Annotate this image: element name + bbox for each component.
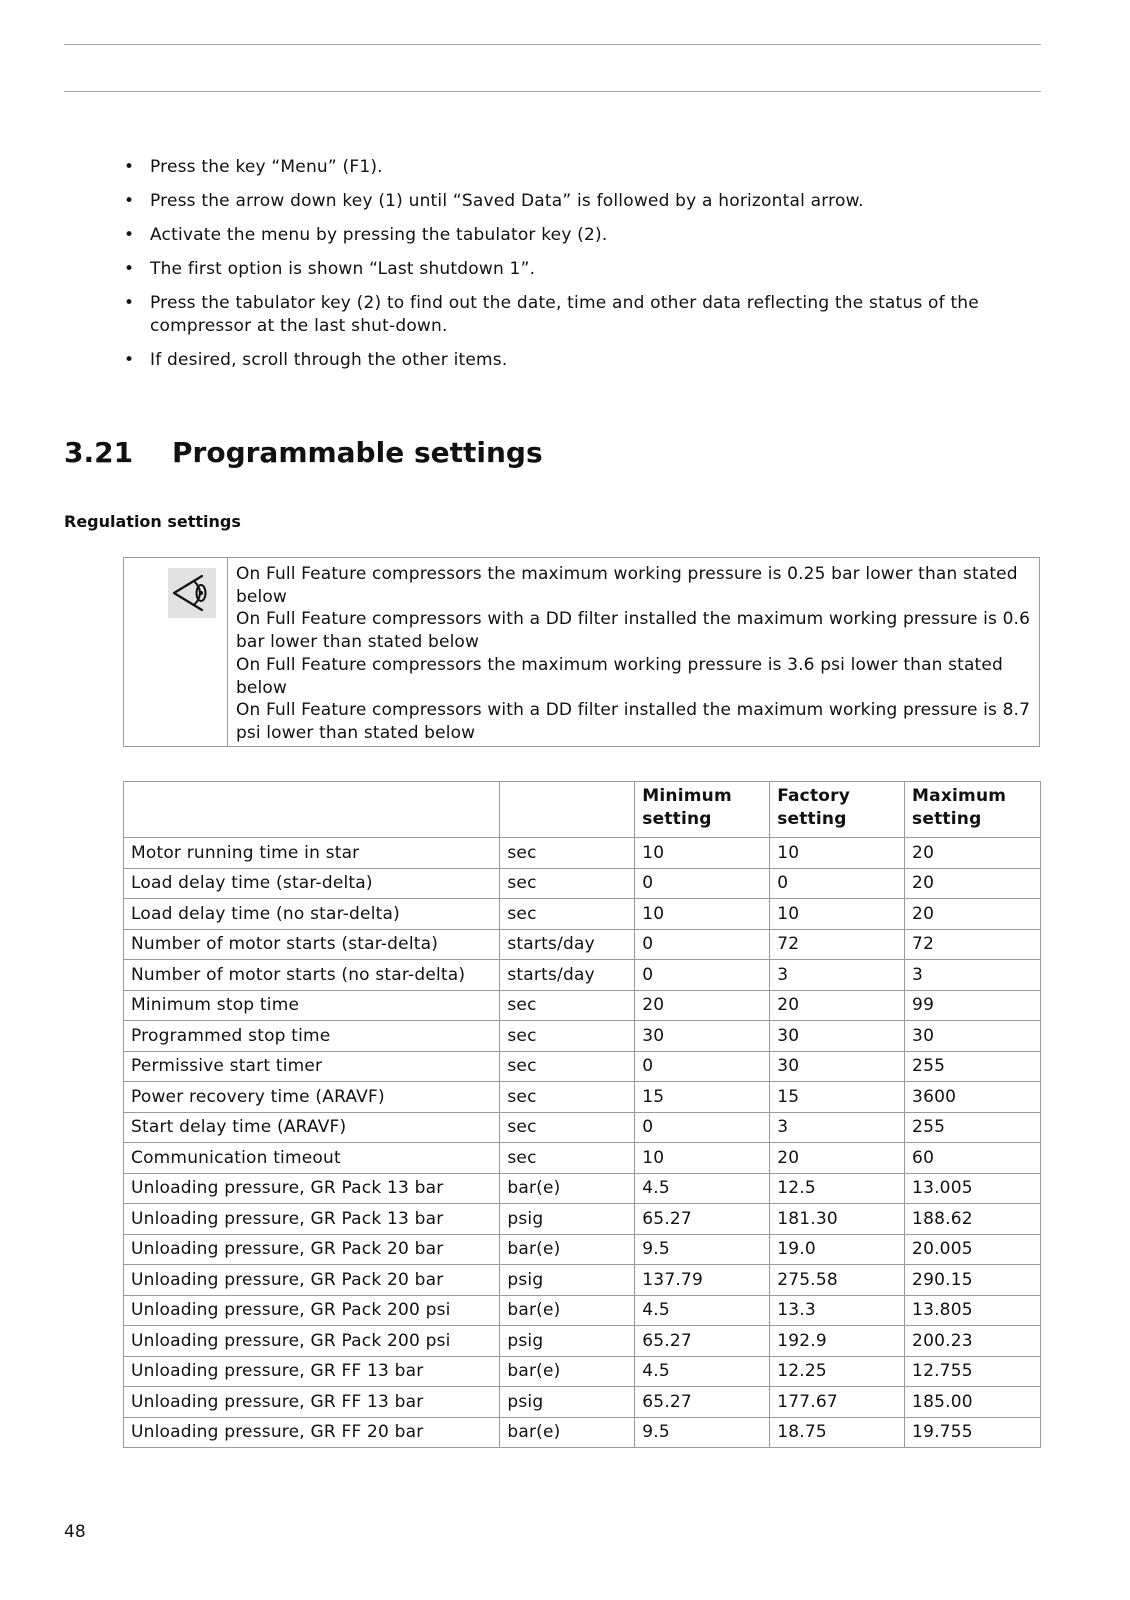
note-text xyxy=(228,558,1039,746)
header-rule-top xyxy=(64,44,1041,45)
table-row xyxy=(124,1204,1041,1235)
cell-maximum: 20 xyxy=(905,899,1041,930)
cell-unit: psig xyxy=(500,1387,635,1418)
cell-maximum: 19.755 xyxy=(905,1417,1041,1448)
cell-unit: bar(e) xyxy=(500,1234,635,1265)
cell-parameter: Unloading pressure, GR Pack 200 psi xyxy=(124,1295,500,1326)
cell-parameter: Permissive start timer xyxy=(124,1051,500,1082)
cell-unit: psig xyxy=(500,1265,635,1296)
cell-unit: sec xyxy=(500,1021,635,1052)
instruction-list xyxy=(122,156,1022,383)
cell-unit: psig xyxy=(500,1326,635,1357)
cell-minimum: 0 xyxy=(635,929,770,960)
header-factory: Factory setting xyxy=(770,782,905,838)
cell-factory: 12.5 xyxy=(770,1173,905,1204)
table-row xyxy=(124,1112,1041,1143)
table-row xyxy=(124,960,1041,991)
table-row xyxy=(124,1021,1041,1052)
cell-factory: 181.30 xyxy=(770,1204,905,1235)
cell-unit: sec xyxy=(500,1143,635,1174)
cell-minimum: 4.5 xyxy=(635,1173,770,1204)
cell-minimum: 20 xyxy=(635,990,770,1021)
cell-factory: 30 xyxy=(770,1051,905,1082)
instruction-text: Press the arrow down key (1) until “Saved Data” is followed by a horizontal arrow. xyxy=(150,191,864,211)
bullet-icon: • xyxy=(124,191,135,211)
instruction-text: Press the key “Menu” (F1). xyxy=(150,157,383,177)
table-row xyxy=(124,1356,1041,1387)
cell-parameter: Unloading pressure, GR FF 13 bar xyxy=(124,1356,500,1387)
cell-parameter: Unloading pressure, GR Pack 13 bar xyxy=(124,1204,500,1235)
cell-parameter: Start delay time (ARAVF) xyxy=(124,1112,500,1143)
table-row xyxy=(124,899,1041,930)
cell-unit: sec xyxy=(500,1051,635,1082)
cell-unit: bar(e) xyxy=(500,1356,635,1387)
cell-minimum: 15 xyxy=(635,1082,770,1113)
cell-parameter: Power recovery time (ARAVF) xyxy=(124,1082,500,1113)
table-row xyxy=(124,1387,1041,1418)
cell-factory: 12.25 xyxy=(770,1356,905,1387)
cell-unit: sec xyxy=(500,990,635,1021)
table-row xyxy=(124,838,1041,869)
cell-parameter: Unloading pressure, GR Pack 20 bar xyxy=(124,1234,500,1265)
header-minimum: Minimum setting xyxy=(635,782,770,838)
cell-unit: sec xyxy=(500,1082,635,1113)
bullet-icon: • xyxy=(124,293,135,313)
cell-maximum: 3 xyxy=(905,960,1041,991)
cell-factory: 0 xyxy=(770,868,905,899)
bullet-icon: • xyxy=(124,157,135,177)
instruction-text: Activate the menu by pressing the tabulator key (2). xyxy=(150,225,608,245)
cell-maximum: 30 xyxy=(905,1021,1041,1052)
section-number: 3.21 xyxy=(64,436,134,469)
table-row xyxy=(124,1173,1041,1204)
cell-factory: 10 xyxy=(770,899,905,930)
header-rule-bottom xyxy=(64,91,1041,92)
cell-minimum: 10 xyxy=(635,1143,770,1174)
cell-minimum: 30 xyxy=(635,1021,770,1052)
cell-minimum: 65.27 xyxy=(635,1326,770,1357)
cell-unit: starts/day xyxy=(500,960,635,991)
cell-parameter: Communication timeout xyxy=(124,1143,500,1174)
cell-parameter: Programmed stop time xyxy=(124,1021,500,1052)
cell-factory: 30 xyxy=(770,1021,905,1052)
table-row xyxy=(124,868,1041,899)
cell-maximum: 60 xyxy=(905,1143,1041,1174)
cell-unit: bar(e) xyxy=(500,1417,635,1448)
page-number: 48 xyxy=(64,1522,86,1542)
instruction-text: The first option is shown “Last shutdown 1”. xyxy=(150,259,536,279)
cell-maximum: 20 xyxy=(905,868,1041,899)
instruction-text: If desired, scroll through the other items. xyxy=(150,350,508,370)
cell-maximum: 20 xyxy=(905,838,1041,869)
cell-minimum: 9.5 xyxy=(635,1234,770,1265)
cell-unit: bar(e) xyxy=(500,1295,635,1326)
note-box xyxy=(123,557,1040,747)
note-line: On Full Feature compressors with a DD filter installed the maximum working pressure is 8.7 psi lower than stated below xyxy=(235,700,1031,743)
eye-icon xyxy=(168,568,216,618)
cell-factory: 20 xyxy=(770,990,905,1021)
cell-parameter: Load delay time (no star-delta) xyxy=(124,899,500,930)
section-title: Programmable settings xyxy=(172,436,543,469)
table-row xyxy=(124,1326,1041,1357)
cell-maximum: 200.23 xyxy=(905,1326,1041,1357)
instruction-item xyxy=(122,190,1022,213)
instruction-text: Press the tabulator key (2) to find out the date, time and other data reflecting the status of the compressor at the last shut-down. xyxy=(150,293,979,336)
cell-minimum: 0 xyxy=(635,960,770,991)
table-row xyxy=(124,929,1041,960)
cell-minimum: 4.5 xyxy=(635,1356,770,1387)
cell-maximum: 185.00 xyxy=(905,1387,1041,1418)
table-header-row xyxy=(124,782,1041,838)
cell-maximum: 99 xyxy=(905,990,1041,1021)
cell-maximum: 255 xyxy=(905,1112,1041,1143)
cell-parameter: Motor running time in star xyxy=(124,838,500,869)
cell-maximum: 290.15 xyxy=(905,1265,1041,1296)
instruction-item xyxy=(122,258,1022,281)
cell-minimum: 0 xyxy=(635,1051,770,1082)
cell-unit: psig xyxy=(500,1204,635,1235)
cell-unit: sec xyxy=(500,838,635,869)
cell-minimum: 10 xyxy=(635,899,770,930)
cell-factory: 72 xyxy=(770,929,905,960)
cell-maximum: 188.62 xyxy=(905,1204,1041,1235)
table-row xyxy=(124,1143,1041,1174)
table-row xyxy=(124,1295,1041,1326)
cell-parameter: Unloading pressure, GR FF 20 bar xyxy=(124,1417,500,1448)
cell-factory: 3 xyxy=(770,960,905,991)
cell-minimum: 65.27 xyxy=(635,1204,770,1235)
cell-maximum: 13.805 xyxy=(905,1295,1041,1326)
cell-unit: sec xyxy=(500,899,635,930)
cell-minimum: 10 xyxy=(635,838,770,869)
bullet-icon: • xyxy=(124,259,135,279)
cell-minimum: 9.5 xyxy=(635,1417,770,1448)
cell-maximum: 20.005 xyxy=(905,1234,1041,1265)
subheading: Regulation settings xyxy=(64,512,241,531)
table-row xyxy=(124,1417,1041,1448)
instruction-item xyxy=(122,224,1022,247)
cell-minimum: 4.5 xyxy=(635,1295,770,1326)
cell-maximum: 72 xyxy=(905,929,1041,960)
note-line: On Full Feature compressors with a DD filter installed the maximum working pressure is 0.6 bar lower than stated below xyxy=(235,609,1031,653)
cell-maximum: 13.005 xyxy=(905,1173,1041,1204)
section-heading xyxy=(64,436,543,469)
cell-maximum: 255 xyxy=(905,1051,1041,1082)
note-line: On Full Feature compressors the maximum working pressure is 3.6 psi lower than stated below xyxy=(235,654,1003,698)
table-row xyxy=(124,990,1041,1021)
cell-factory: 275.58 xyxy=(770,1265,905,1296)
table-body xyxy=(124,838,1041,1448)
cell-parameter: Number of motor starts (no star-delta) xyxy=(124,960,500,991)
note-line: On Full Feature compressors the maximum working pressure is 0.25 bar lower than stated below xyxy=(235,564,1018,607)
instruction-item xyxy=(122,292,1022,338)
header-maximum: Maximum setting xyxy=(905,782,1041,838)
header-parameter xyxy=(124,782,500,838)
cell-factory: 13.3 xyxy=(770,1295,905,1326)
cell-minimum: 137.79 xyxy=(635,1265,770,1296)
cell-parameter: Unloading pressure, GR FF 13 bar xyxy=(124,1387,500,1418)
instruction-item xyxy=(122,156,1022,179)
cell-unit: sec xyxy=(500,868,635,899)
cell-parameter: Unloading pressure, GR Pack 20 bar xyxy=(124,1265,500,1296)
cell-parameter: Number of motor starts (star-delta) xyxy=(124,929,500,960)
cell-factory: 18.75 xyxy=(770,1417,905,1448)
cell-maximum: 12.755 xyxy=(905,1356,1041,1387)
cell-parameter: Unloading pressure, GR Pack 13 bar xyxy=(124,1173,500,1204)
cell-factory: 177.67 xyxy=(770,1387,905,1418)
cell-unit: sec xyxy=(500,1112,635,1143)
cell-factory: 192.9 xyxy=(770,1326,905,1357)
bullet-icon: • xyxy=(124,350,135,370)
cell-parameter: Minimum stop time xyxy=(124,990,500,1021)
cell-factory: 3 xyxy=(770,1112,905,1143)
cell-minimum: 0 xyxy=(635,868,770,899)
header-unit xyxy=(500,782,635,838)
cell-factory: 19.0 xyxy=(770,1234,905,1265)
cell-factory: 15 xyxy=(770,1082,905,1113)
table-row xyxy=(124,1234,1041,1265)
table-row xyxy=(124,1051,1041,1082)
instruction-item xyxy=(122,349,1022,372)
table-row xyxy=(124,1265,1041,1296)
note-icon-cell xyxy=(124,558,228,746)
cell-unit: starts/day xyxy=(500,929,635,960)
table-row xyxy=(124,1082,1041,1113)
cell-minimum: 0 xyxy=(635,1112,770,1143)
cell-parameter: Unloading pressure, GR Pack 200 psi xyxy=(124,1326,500,1357)
cell-minimum: 65.27 xyxy=(635,1387,770,1418)
cell-maximum: 3600 xyxy=(905,1082,1041,1113)
cell-unit: bar(e) xyxy=(500,1173,635,1204)
cell-parameter: Load delay time (star-delta) xyxy=(124,868,500,899)
settings-table xyxy=(123,781,1041,1448)
cell-factory: 10 xyxy=(770,838,905,869)
bullet-icon: • xyxy=(124,225,135,245)
cell-factory: 20 xyxy=(770,1143,905,1174)
